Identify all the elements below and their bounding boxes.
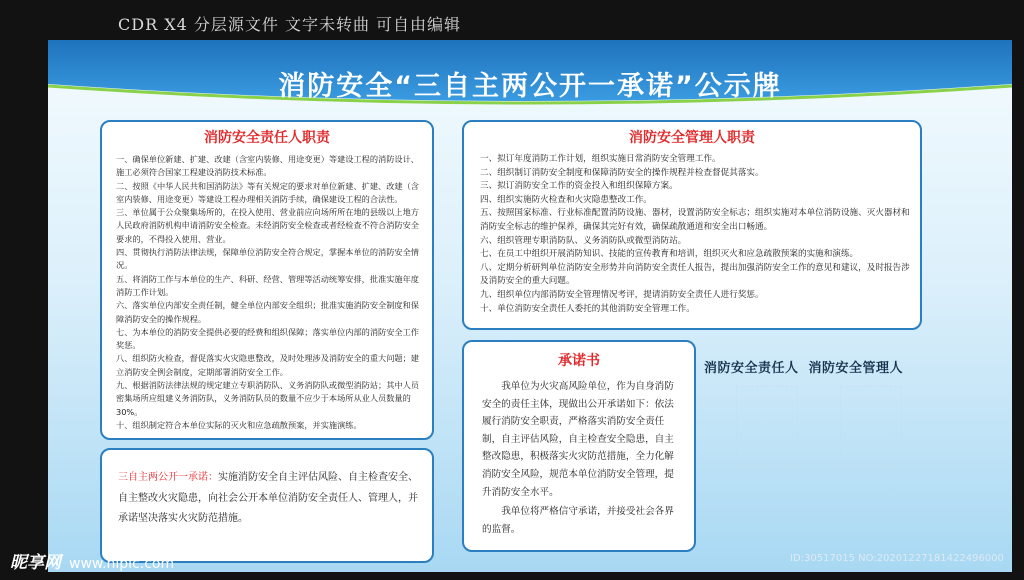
list-item: 二、组织制订消防安全制度和保障消防安全的操作规程并检查督促其落实。 [480, 167, 764, 178]
list-item: 十、单位消防安全责任人委托的其他消防安全管理工作。 [480, 303, 695, 314]
manager-duties-panel [462, 120, 922, 330]
responsible-photo-placeholder [736, 386, 798, 466]
list-item: 五、将消防工作与本单位的生产、科研、经营、管理等活动统筹安排，批准实施年度消防工作计划。 [116, 273, 419, 297]
list-item: 七、在员工中组织开展消防知识、技能的宣传教育和培训，组织灭火和应急疏散预案的实施和演练。 [480, 249, 859, 260]
promise-title: 承诺书 [558, 353, 600, 369]
notice-board [48, 40, 1012, 572]
list-item: 三、拟订消防安全工作的资金投入和组织保障方案。 [480, 181, 678, 192]
list-item: 十、组织制定符合本单位实际的灭火和应急疏散预案，并实施演练。 [116, 419, 362, 430]
manager-photo-placeholder [840, 386, 902, 466]
list-item: 四、组织实施防火检查和火灾隐患整改工作。 [480, 194, 652, 205]
responsible-duties-panel [100, 120, 434, 440]
promise-paragraph: 我单位将严格信守承诺，并接受社会各界的监督。 [482, 506, 674, 535]
top-note: CDR X4 分层源文件 文字未转曲 可自由编辑 [118, 15, 462, 34]
promise-panel [462, 340, 696, 552]
pledge-text: 实施消防安全自主评估风险、自主检查安全、自主整改火灾隐患，向社会公开本单位消防安全责任人、管理人，并承诺坚决落实火灾防范措施。 [118, 472, 418, 524]
responsible-duties-title: 消防安全责任人职责 [204, 130, 330, 146]
responsible-duties-list [116, 153, 422, 432]
image-id-line: ID:30517015 NO:20201227181422496000 [790, 553, 1004, 564]
list-item: 一、确保单位新建、扩建、改建（含室内装修、用途变更）等建设工程的消防设计、施工必须符合国家工程建设消防技术标准。 [116, 154, 419, 178]
list-item: 六、组织管理专职消防队、义务消防队或微型消防站。 [480, 235, 687, 246]
manager-duties-title: 消防安全管理人职责 [629, 130, 755, 146]
list-item: 七、为本单位的消防安全提供必要的经费和组织保障；落实单位内部的消防安全工作奖惩。 [116, 326, 419, 351]
role-manager-label: 消防安全管理人 [808, 361, 904, 376]
pledge-text-block [118, 468, 418, 530]
manager-duties-list [480, 153, 910, 316]
list-item: 五、按照国家标准、行业标准配置消防设施、器材，设置消防安全标志；组织实施对本单位消防设施、灭火器材和消防安全标志的维护保养，确保其完好有效，确保疏散通道和安全出口畅通。 [480, 208, 910, 232]
pledge-label: 三自主两公开一承诺： [118, 472, 218, 483]
list-item: 九、组织单位内部消防安全管理情况考评，提请消防安全责任人进行奖惩。 [480, 289, 764, 300]
role-labels [704, 357, 913, 376]
list-item: 六、落实单位内部安全责任制，健全单位内部安全组织；批准实施消防安全制度和保障消防安全的操作规程。 [116, 300, 419, 324]
list-item: 九、根据消防法律法规的规定建立专职消防队、义务消防队或微型消防站；其中人员密集场所应组建义务消防队，义务消防队员的数量不应少于本场所从业人员数量的30%。 [116, 380, 419, 417]
page-title: 消防安全“三自主两公开一承诺”公示牌 [278, 71, 782, 102]
list-item: 一、拟订年度消防工作计划，组织实施日常消防安全管理工作。 [480, 154, 721, 164]
list-item: 八、定期分析研判单位消防安全形势并向消防安全责任人报告，提出加强消防安全工作的意见和建议，及时报告涉及消防安全的重大问题。 [480, 262, 910, 287]
list-item: 三、单位属于公众聚集场所的，在投入使用、营业前应向场所所在地的县级以上地方人民政府消防机构申请消防安全检查。未经消防安全检查或者经检查不符合消防安全要求的，不得投入使用、营业。 [116, 207, 419, 244]
list-item: 八、组织防火检查，督促落实火灾隐患整改，及时处理涉及消防安全的重大问题；建立消防安全例会制度，定期部署消防安全工作。 [116, 353, 419, 377]
watermark-logo [10, 548, 174, 573]
list-item: 四、贯彻执行消防法律法规，保障单位消防安全符合规定，掌握本单位的消防安全情况。 [116, 247, 419, 271]
pledge-panel [100, 448, 434, 563]
promise-paragraph: 我单位为火灾高风险单位，作为自身消防安全的责任主体，现做出公开承诺如下：依法履行消防安全职责，严格落实消防安全责任制，自主评估风险，自主检查安全隐患，自主整改隐患，积极落实火灾防范措施，全力化解消防安全风险，规范本单位消防安全管理，提升消防安全水平。 [482, 381, 674, 498]
promise-body [482, 378, 682, 538]
role-responsible-label: 消防安全责任人 [704, 361, 799, 376]
watermark-brand: 昵享网 [10, 553, 61, 573]
list-item: 二、按照《中华人民共和国消防法》等有关规定的要求对单位新建、扩建、改建（含室内装修、用途变更）等建设工程办理相关消防手续，确保建设工程的合法性。 [116, 180, 419, 204]
watermark-url: www.nipic.com [69, 556, 175, 572]
